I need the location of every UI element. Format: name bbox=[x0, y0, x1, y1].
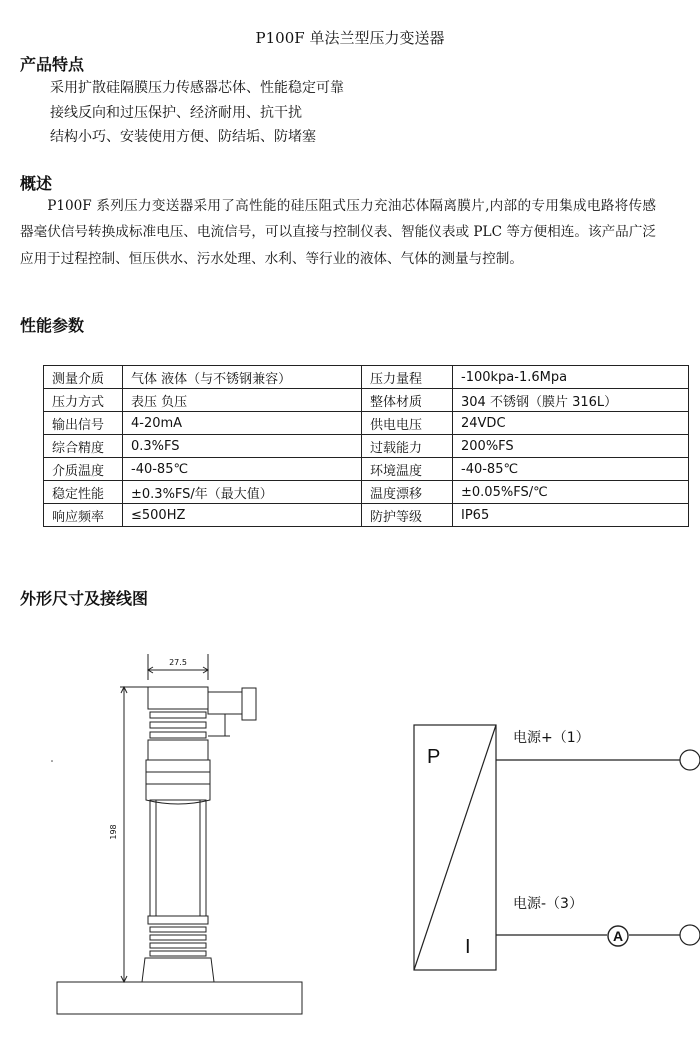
feature-item: 采用扩散硅隔膜压力传感器芯体、性能稳定可靠 bbox=[50, 80, 344, 96]
ammeter-label: A bbox=[612, 928, 624, 944]
feature-item: 结构小巧、安装使用方便、防结垢、防堵塞 bbox=[50, 129, 316, 145]
terminal-minus-icon bbox=[680, 925, 700, 945]
box-label-p: P bbox=[427, 746, 441, 768]
features-heading: 产品特点 bbox=[20, 55, 85, 74]
table-row bbox=[44, 504, 689, 527]
speck bbox=[51, 760, 53, 762]
power-minus-label: 电源-（3） bbox=[513, 896, 583, 912]
param-name: 介质温度 bbox=[44, 458, 123, 481]
table-row bbox=[44, 366, 689, 389]
param-name: 供电电压 bbox=[362, 412, 453, 435]
param-value: IP65 bbox=[453, 504, 689, 527]
dimension-and-wiring-figure bbox=[0, 640, 700, 1061]
terminal-plus-icon bbox=[680, 750, 700, 770]
box-label-i: I bbox=[465, 936, 471, 958]
param-value: 气体 液体（与不锈钢兼容） bbox=[123, 366, 362, 389]
param-name: 稳定性能 bbox=[44, 481, 123, 504]
param-name: 防护等级 bbox=[362, 504, 453, 527]
param-name: 综合精度 bbox=[44, 435, 123, 458]
param-value: 表压 负压 bbox=[123, 389, 362, 412]
wiring-diagram bbox=[414, 725, 700, 970]
param-value: 304 不锈钢（膜片 316L） bbox=[453, 389, 689, 412]
overview-heading: 概述 bbox=[20, 174, 53, 193]
table-row bbox=[44, 458, 689, 481]
document-title: P100F 单法兰型压力变送器 bbox=[255, 29, 445, 47]
param-name: 输出信号 bbox=[44, 412, 123, 435]
param-value: 4-20mA bbox=[123, 412, 362, 435]
param-name: 过载能力 bbox=[362, 435, 453, 458]
overview-paragraph: P100F 系列压力变送器采用了高性能的硅压阻式压力充油芯体隔离膜片,内部的专用集成电路将传感器毫伏信号转换成标准电压、电流信号，可以直接与控制仪表、智能仪表或 PLC 等方便相连。该产品广泛应用于过程控制、恒压供水、污水处理、水利、等行业的液体、气体的测量与控制。 bbox=[20, 198, 656, 267]
table-row bbox=[44, 481, 689, 504]
transmitter-drawing bbox=[57, 654, 302, 1014]
drawing-heading: 外形尺寸及接线图 bbox=[20, 589, 149, 608]
feature-item: 接线反向和过压保护、经济耐用、抗干扰 bbox=[50, 105, 302, 121]
param-name: 环境温度 bbox=[362, 458, 453, 481]
height-dimension-label: 198 bbox=[109, 824, 118, 840]
param-name: 压力方式 bbox=[44, 389, 123, 412]
param-name: 测量介质 bbox=[44, 366, 123, 389]
param-value: -40-85℃ bbox=[453, 458, 689, 481]
table-row bbox=[44, 435, 689, 458]
param-name: 响应频率 bbox=[44, 504, 123, 527]
table-row bbox=[44, 389, 689, 412]
param-name: 温度漂移 bbox=[362, 481, 453, 504]
param-value: 200%FS bbox=[453, 435, 689, 458]
spec-table bbox=[43, 365, 689, 527]
param-value: ±0.05%FS/℃ bbox=[453, 481, 689, 504]
power-plus-label: 电源+（1） bbox=[513, 730, 590, 746]
param-value: -100kpa-1.6Mpa bbox=[453, 366, 689, 389]
param-name: 压力量程 bbox=[362, 366, 453, 389]
param-value: ±0.3%FS/年（最大值） bbox=[123, 481, 362, 504]
params-heading: 性能参数 bbox=[20, 316, 85, 335]
param-name: 整体材质 bbox=[362, 389, 453, 412]
param-value: 0.3%FS bbox=[123, 435, 362, 458]
table-row bbox=[44, 412, 689, 435]
param-value: 24VDC bbox=[453, 412, 689, 435]
param-value: -40-85℃ bbox=[123, 458, 362, 481]
param-value: ≤500HZ bbox=[123, 504, 362, 527]
width-dimension-label: 27.5 bbox=[169, 658, 187, 667]
